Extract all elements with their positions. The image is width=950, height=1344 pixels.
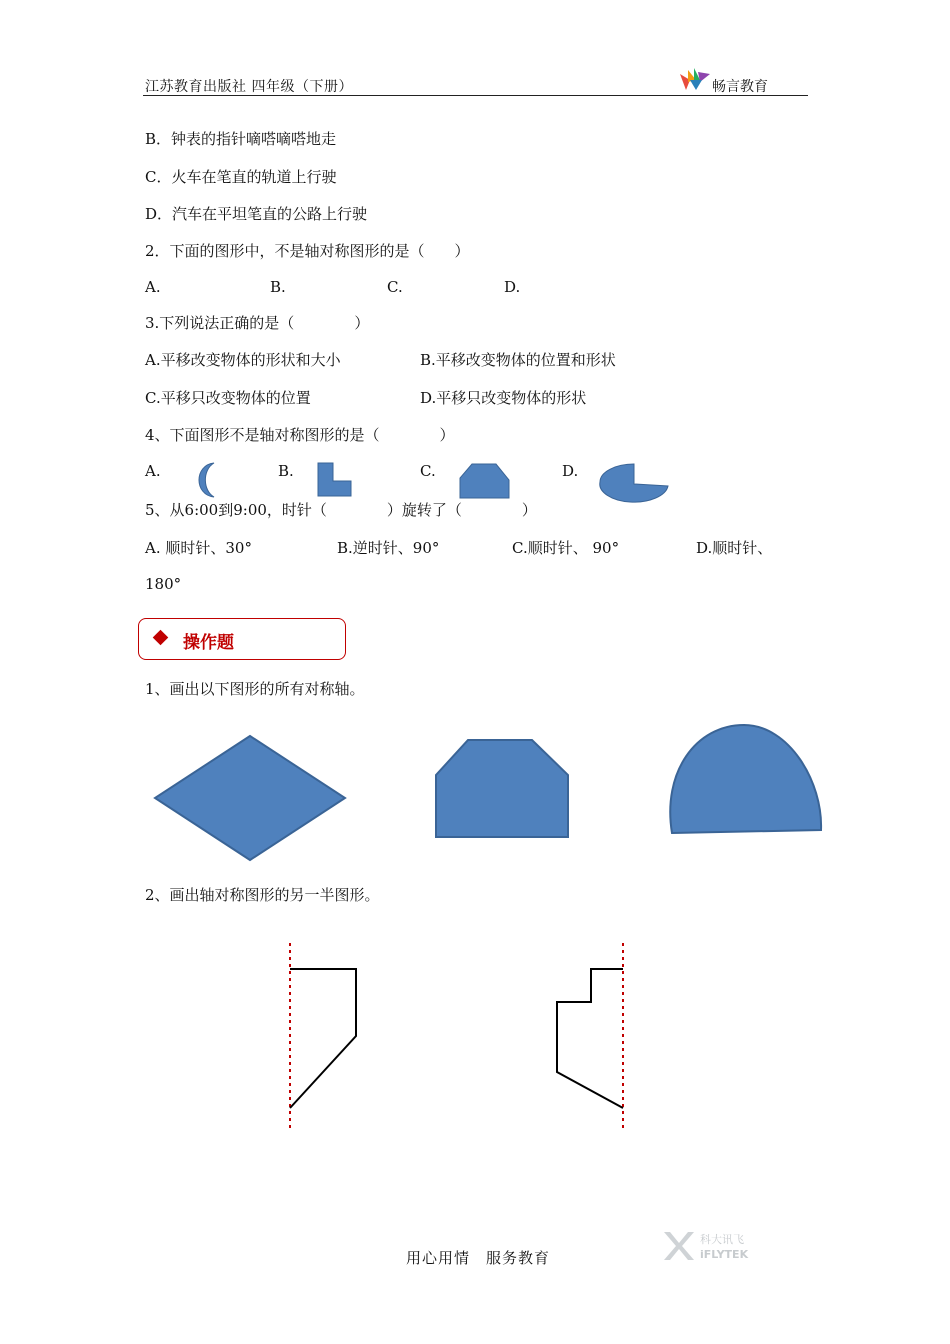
large-pentagon-shape [432,737,574,841]
q4-choice-b: B. [278,462,294,480]
q1-choice-b: B．钟表的指针嘀嗒嘀嗒地走 [145,130,337,148]
q1-choice-d: D．汽车在平坦笔直的公路上行驶 [145,205,368,223]
q4-choice-c: C. [420,462,436,480]
q3-choice-c: C.平移只改变物体的位置 [145,389,311,407]
semicircle-shape [664,722,826,836]
q2-choice-a: A. [145,278,161,296]
q5-choice-c: C.顺时针、 90° [512,539,620,557]
pacman-sector-shape [598,462,672,502]
op1-question: 1、画出以下图形的所有对称轴。 [145,680,365,698]
q2-choice-d: D. [504,278,521,296]
q2-choice-b: B. [270,278,286,296]
q4-question: 4、下面图形不是轴对称图形的是（ ） [145,426,455,444]
q1-choice-c: C．火车在笔直的轨道上行驶 [145,168,337,186]
rhombus-shape [150,732,350,864]
diamond-bullet-icon [153,630,169,646]
q5-choice-a: A. 顺时针、30° [145,539,252,557]
q4-choice-d: D. [562,462,579,480]
footer-slogan: 用心用情 服务教育 [406,1249,551,1267]
q3-choice-d: D.平移只改变物体的形状 [420,389,587,407]
q2-question: 2．下面的图形中，不是轴对称图形的是（ ） [145,242,470,260]
crescent-shape [190,462,220,498]
q4-choice-a: A. [145,462,161,480]
svg-text:科大讯飞: 科大讯飞 [700,1233,744,1246]
brand-header: 畅言教育 [712,79,768,95]
q5-choice-d-continued: 180° [145,575,182,593]
op2-question: 2、画出轴对称图形的另一半图形。 [145,886,380,904]
changyan-logo-icon [678,66,712,92]
half-figure-left [280,940,370,1135]
half-figure-right [552,940,636,1135]
q3-choice-b: B.平移改变物体的位置和形状 [420,351,616,369]
q2-choice-c: C. [387,278,403,296]
l-shape [317,462,353,498]
section-title: 操作题 [183,633,234,653]
q5-choice-d: D.顺时针、 [696,539,773,557]
header-divider [143,95,808,96]
q3-choice-a: A.平移改变物体的形状和大小 [145,351,341,369]
q5-question: 5、从6:00到9:00，时针（ ）旋转了（ ） [145,501,537,519]
q3-question: 3.下列说法正确的是（ ） [145,314,370,332]
iflytek-logo-icon [662,1228,774,1262]
small-pentagon-shape [458,462,512,500]
section-heading-box [138,618,346,660]
q5-choice-b: B.逆时针、90° [337,539,440,557]
svg-text:iFLYTEK: iFLYTEK [700,1248,749,1261]
publisher-header: 江苏教育出版社 四年级（下册） [145,79,353,95]
